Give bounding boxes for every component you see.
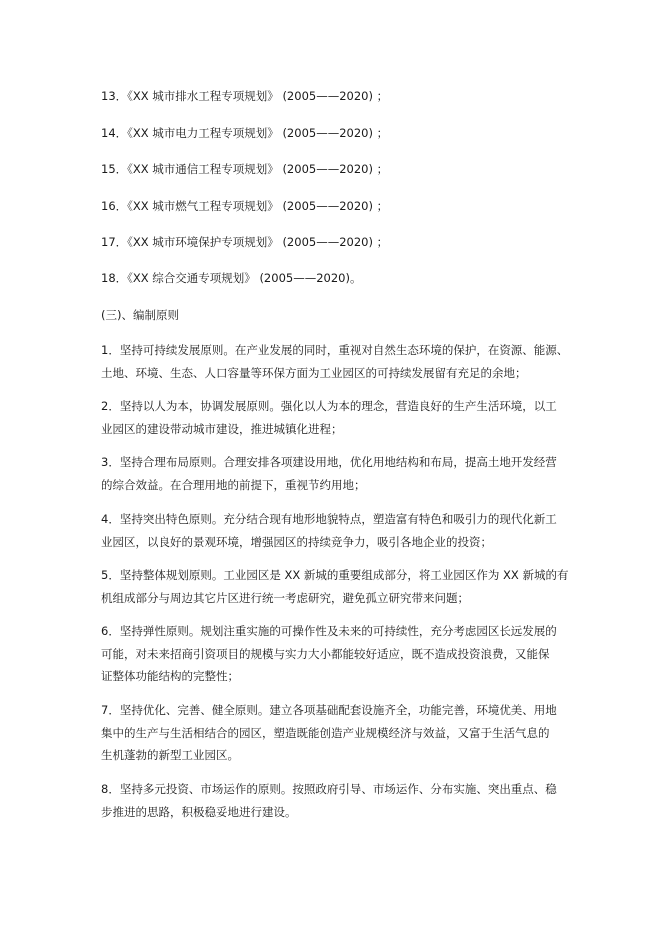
principle-line: 土地、环境、生态、人口容量等环保方面为工业园区的可持续发展留有充足的余地； — [101, 365, 527, 380]
principle-line: 的综合效益。在合理用地的前提下，重视节约用地； — [101, 477, 366, 492]
principle-line: 步推进的思路，积极稳妥地进行建设。 — [101, 804, 297, 819]
principle-line: 可能，对未来招商引资项目的规模与实力大小都能较好适应，既不造成投资浪费，又能保 — [101, 646, 550, 661]
principle-6 — [101, 620, 571, 688]
section-heading: (三)、编制原则 — [101, 308, 179, 322]
plan-item-16: 16．《XX 城市燃气工程专项规划》 (2005——2020) ； — [101, 199, 389, 213]
principle-4 — [101, 508, 571, 553]
principle-7 — [101, 699, 571, 767]
principle-5 — [101, 564, 571, 609]
principle-line: 6．坚持弹性原则。规划注重实施的可操作性及未来的可持续性，充分考虑园区长远发展的 — [101, 624, 557, 638]
principle-3 — [101, 451, 571, 496]
principle-line: 集中的生产与生活相结合的园区，塑造既能创造产业规模经济与效益，又富于生活气息的 — [101, 725, 550, 740]
principle-8 — [101, 778, 571, 823]
principle-line: 机组成部分与周边其它片区进行统一考虑研究，避免孤立研究带来问题； — [101, 590, 469, 605]
plan-item-18: 18．《XX 综合交通专项规划》 (2005——2020)。 — [101, 271, 362, 285]
principle-line: 2．坚持以人为本，协调发展原则。强化以人为本的理念，营造良好的生产生活环境，以工 — [101, 399, 557, 413]
principle-line: 业园区的建设带动城市建设，推进城镇化进程； — [101, 421, 343, 436]
principle-line: 8．坚持多元投资、市场运作的原则。按照政府引导、市场运作、分布实施、突出重点、稳 — [101, 782, 557, 796]
principle-line: 1．坚持可持续发展原则。在产业发展的同时，重视对自然生态环境的保护，在资源、能源、 — [101, 343, 569, 357]
plan-item-14: 14．《XX 城市电力工程专项规划》 (2005——2020) ； — [101, 126, 389, 140]
principle-line: 生机蓬勃的新型工业园区。 — [101, 748, 239, 762]
principle-line: 4．坚持突出特色原则。充分结合现有地形地貌特点，塑造富有特色和吸引力的现代化新工 — [101, 512, 557, 526]
principle-line: 3．坚持合理布局原则。合理安排各项建设用地，优化用地结构和布局，提高土地开发经营 — [101, 455, 557, 469]
principle-line: 7．坚持优化、完善、健全原则。建立各项基础配套设施齐全，功能完善，环境优美、用地 — [101, 703, 557, 717]
principle-line: 5．坚持整体规划原则。工业园区是 XX 新城的重要组成部分，将工业园区作为 XX 新城的有 — [101, 568, 569, 582]
principle-2 — [101, 395, 571, 440]
plan-item-13: 13．《XX 城市排水工程专项规划》 (2005——2020) ； — [101, 89, 389, 103]
principle-line: 业园区，以良好的景观环境，增强园区的持续竞争力，吸引各地企业的投资； — [101, 534, 492, 549]
plan-item-17: 17．《XX 城市环境保护专项规划》 (2005——2020) ； — [101, 235, 389, 249]
principle-1 — [101, 339, 571, 384]
plan-item-15: 15．《XX 城市通信工程专项规划》 (2005——2020) ； — [101, 162, 389, 176]
principle-line: 证整体功能结构的完整性； — [101, 669, 239, 683]
